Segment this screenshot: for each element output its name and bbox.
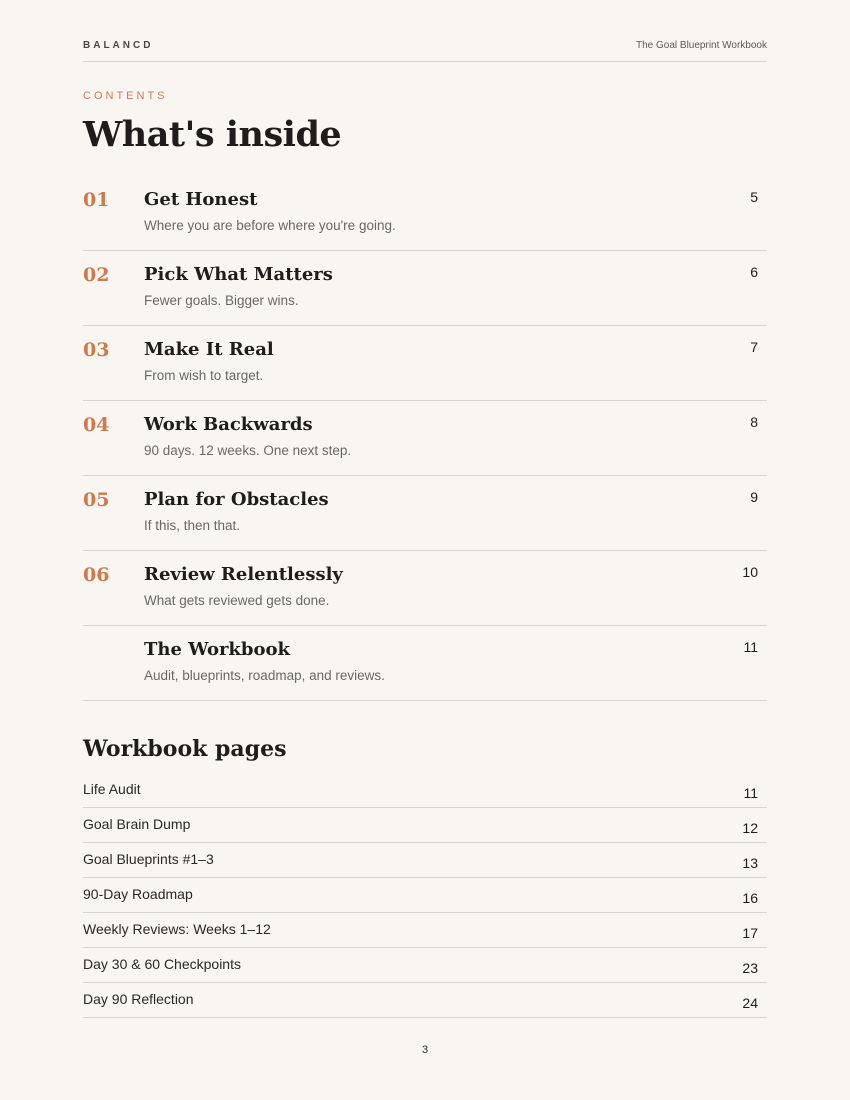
workbook-item-label: Weekly Reviews: Weeks 1–12 bbox=[83, 921, 271, 937]
toc-item-page: 9 bbox=[750, 489, 758, 505]
page-number: 3 bbox=[421, 1044, 429, 1056]
toc-item-pick-what-matters[interactable] bbox=[83, 251, 767, 326]
toc-item-subtitle: From wish to target. bbox=[144, 368, 264, 383]
workbook-item-label: Day 90 Reflection bbox=[83, 991, 194, 1007]
toc-item-page: 7 bbox=[750, 339, 758, 355]
toc-item-subtitle: If this, then that. bbox=[144, 518, 241, 533]
toc-item-subtitle: Where you are before where you're going. bbox=[144, 218, 396, 233]
workbook-item-label: Life Audit bbox=[83, 781, 141, 797]
document-page bbox=[83, 0, 767, 1100]
toc-item-plan-for-obstacles[interactable] bbox=[83, 476, 767, 551]
workbook-item-page: 13 bbox=[742, 855, 758, 871]
toc-item-page: 5 bbox=[750, 189, 758, 205]
toc-item-title: Get Honest bbox=[144, 189, 258, 210]
workbook-pages-list bbox=[83, 773, 767, 1018]
toc-item-page: 10 bbox=[742, 564, 758, 580]
workbook-item-page: 11 bbox=[743, 785, 758, 801]
toc-item-work-backwards[interactable] bbox=[83, 401, 767, 476]
workbook-item-page: 12 bbox=[742, 820, 758, 836]
contents-eyebrow: CONTENTS bbox=[83, 90, 168, 102]
workbook-item-checkpoints[interactable] bbox=[83, 948, 767, 983]
workbook-item-day-90-reflection[interactable] bbox=[83, 983, 767, 1018]
toc-item-subtitle: 90 days. 12 weeks. One next step. bbox=[144, 443, 352, 458]
workbook-pages-heading: Workbook pages bbox=[83, 736, 287, 762]
toc-item-page: 11 bbox=[743, 639, 758, 655]
toc-item-number: 05 bbox=[83, 489, 110, 511]
toc-item-title: Review Relentlessly bbox=[144, 564, 343, 585]
toc-item-number: 03 bbox=[83, 339, 110, 361]
workbook-item-page: 24 bbox=[742, 995, 758, 1011]
workbook-item-label: 90-Day Roadmap bbox=[83, 886, 193, 902]
workbook-item-goal-brain-dump[interactable] bbox=[83, 808, 767, 843]
toc-item-title: Plan for Obstacles bbox=[144, 489, 329, 510]
toc-item-review-relentlessly[interactable] bbox=[83, 551, 767, 626]
toc-item-title: Pick What Matters bbox=[144, 264, 333, 285]
page-header bbox=[83, 40, 767, 62]
workbook-item-label: Goal Brain Dump bbox=[83, 816, 191, 832]
workbook-item-page: 17 bbox=[742, 925, 758, 941]
toc-item-subtitle: Fewer goals. Bigger wins. bbox=[144, 293, 299, 308]
workbook-item-goal-blueprints[interactable] bbox=[83, 843, 767, 878]
workbook-item-label: Day 30 & 60 Checkpoints bbox=[83, 956, 241, 972]
workbook-item-page: 16 bbox=[742, 890, 758, 906]
toc-item-page: 6 bbox=[750, 264, 758, 280]
toc-item-number: 04 bbox=[83, 414, 110, 436]
workbook-item-90-day-roadmap[interactable] bbox=[83, 878, 767, 913]
toc-item-title: Work Backwards bbox=[144, 414, 313, 435]
brand-name: BALANCD bbox=[83, 40, 154, 51]
toc-item-subtitle: Audit, blueprints, roadmap, and reviews. bbox=[144, 668, 385, 683]
toc-item-title: The Workbook bbox=[144, 639, 290, 660]
toc-item-subtitle: What gets reviewed gets done. bbox=[144, 593, 330, 608]
toc-item-title: Make It Real bbox=[144, 339, 274, 360]
toc-item-get-honest[interactable] bbox=[83, 176, 767, 251]
page-title: What's inside bbox=[83, 114, 342, 155]
toc-item-number: 01 bbox=[83, 189, 110, 211]
workbook-item-label: Goal Blueprints #1–3 bbox=[83, 851, 214, 867]
toc-item-make-it-real[interactable] bbox=[83, 326, 767, 401]
toc-item-page: 8 bbox=[750, 414, 758, 430]
toc-item-number: 02 bbox=[83, 264, 110, 286]
toc-item-number: 06 bbox=[83, 564, 110, 586]
document-title: The Goal Blueprint Workbook bbox=[636, 40, 767, 51]
table-of-contents bbox=[83, 176, 767, 701]
workbook-item-life-audit[interactable] bbox=[83, 773, 767, 808]
workbook-item-weekly-reviews[interactable] bbox=[83, 913, 767, 948]
toc-item-the-workbook[interactable] bbox=[83, 626, 767, 701]
workbook-item-page: 23 bbox=[742, 960, 758, 976]
